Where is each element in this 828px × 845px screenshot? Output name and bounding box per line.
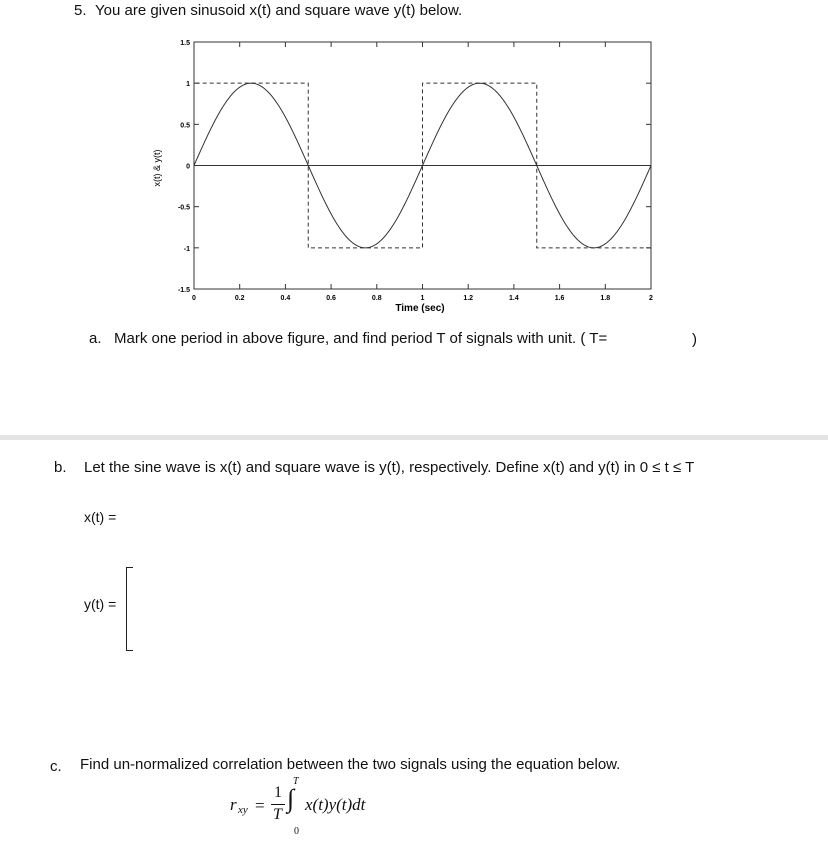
problem-statement: You are given sinusoid x(t) and square wave y(t) below. xyxy=(95,2,463,19)
x-tick-label: 1.8 xyxy=(600,295,611,302)
part-c-text: Find un-normalized correlation between the two signals using the equation below. xyxy=(80,756,621,773)
eq-equals: = xyxy=(255,796,265,815)
y-tick-label: -1.5 xyxy=(177,287,190,294)
y-definition-label: y(t) = xyxy=(84,596,117,612)
piecewise-bracket xyxy=(126,567,133,651)
x-tick-label: 0.4 xyxy=(280,295,291,302)
x-tick-label: 1 xyxy=(420,295,425,302)
signal-chart xyxy=(140,30,680,315)
problem-number: 5. xyxy=(74,2,87,19)
x-tick-label: 1.4 xyxy=(509,295,519,302)
part-a-close: ) xyxy=(692,331,697,348)
x-tick-label: 0.6 xyxy=(326,295,336,302)
x-tick-label: 2 xyxy=(649,295,653,302)
x-tick-label: 1.6 xyxy=(554,295,565,302)
y-tick-label: 0 xyxy=(186,163,190,171)
part-b-label: b. xyxy=(54,459,67,476)
eq-numerator: 1 xyxy=(274,784,282,801)
eq-denominator: T xyxy=(273,806,282,823)
fraction-bar xyxy=(271,804,285,805)
section-divider xyxy=(0,435,828,440)
eq-r: r xyxy=(230,795,237,814)
x-axis-ticks xyxy=(192,42,653,302)
y-axis-ticks xyxy=(178,40,651,294)
eq-upper-limit: T xyxy=(293,776,299,787)
part-a-text: Mark one period in above figure, and find period T of signals with unit. ( T= xyxy=(114,330,608,347)
y-axis-label: x(t) & y(t) xyxy=(152,149,162,187)
x-tick-label: 0 xyxy=(192,295,196,302)
integral-sign: ∫ xyxy=(287,784,295,813)
eq-integrand: x(t)y(t)dt xyxy=(305,795,366,814)
x-axis-label: Time (sec) xyxy=(395,303,445,314)
eq-lower-limit: 0 xyxy=(294,826,299,837)
x-tick-label: 0.8 xyxy=(371,295,382,302)
y-tick-label: 1 xyxy=(186,81,190,89)
y-tick-label: 0.5 xyxy=(180,122,190,130)
part-b-text: Let the sine wave is x(t) and square wave is y(t), respectively. Define x(t) and y(t) in 0 ≤ t ≤ T xyxy=(84,459,695,476)
eq-subscript: xy xyxy=(238,804,248,816)
y-tick-label: -0.5 xyxy=(177,204,190,212)
y-tick-label: 1.5 xyxy=(180,40,190,47)
part-a-label: a. xyxy=(89,330,102,347)
y-tick-label: -1 xyxy=(183,245,190,253)
x-tick-label: 1.2 xyxy=(463,295,474,302)
x-tick-label: 0.2 xyxy=(234,295,245,302)
part-c-label: c. xyxy=(50,758,62,775)
x-definition-label: x(t) = xyxy=(84,509,117,525)
